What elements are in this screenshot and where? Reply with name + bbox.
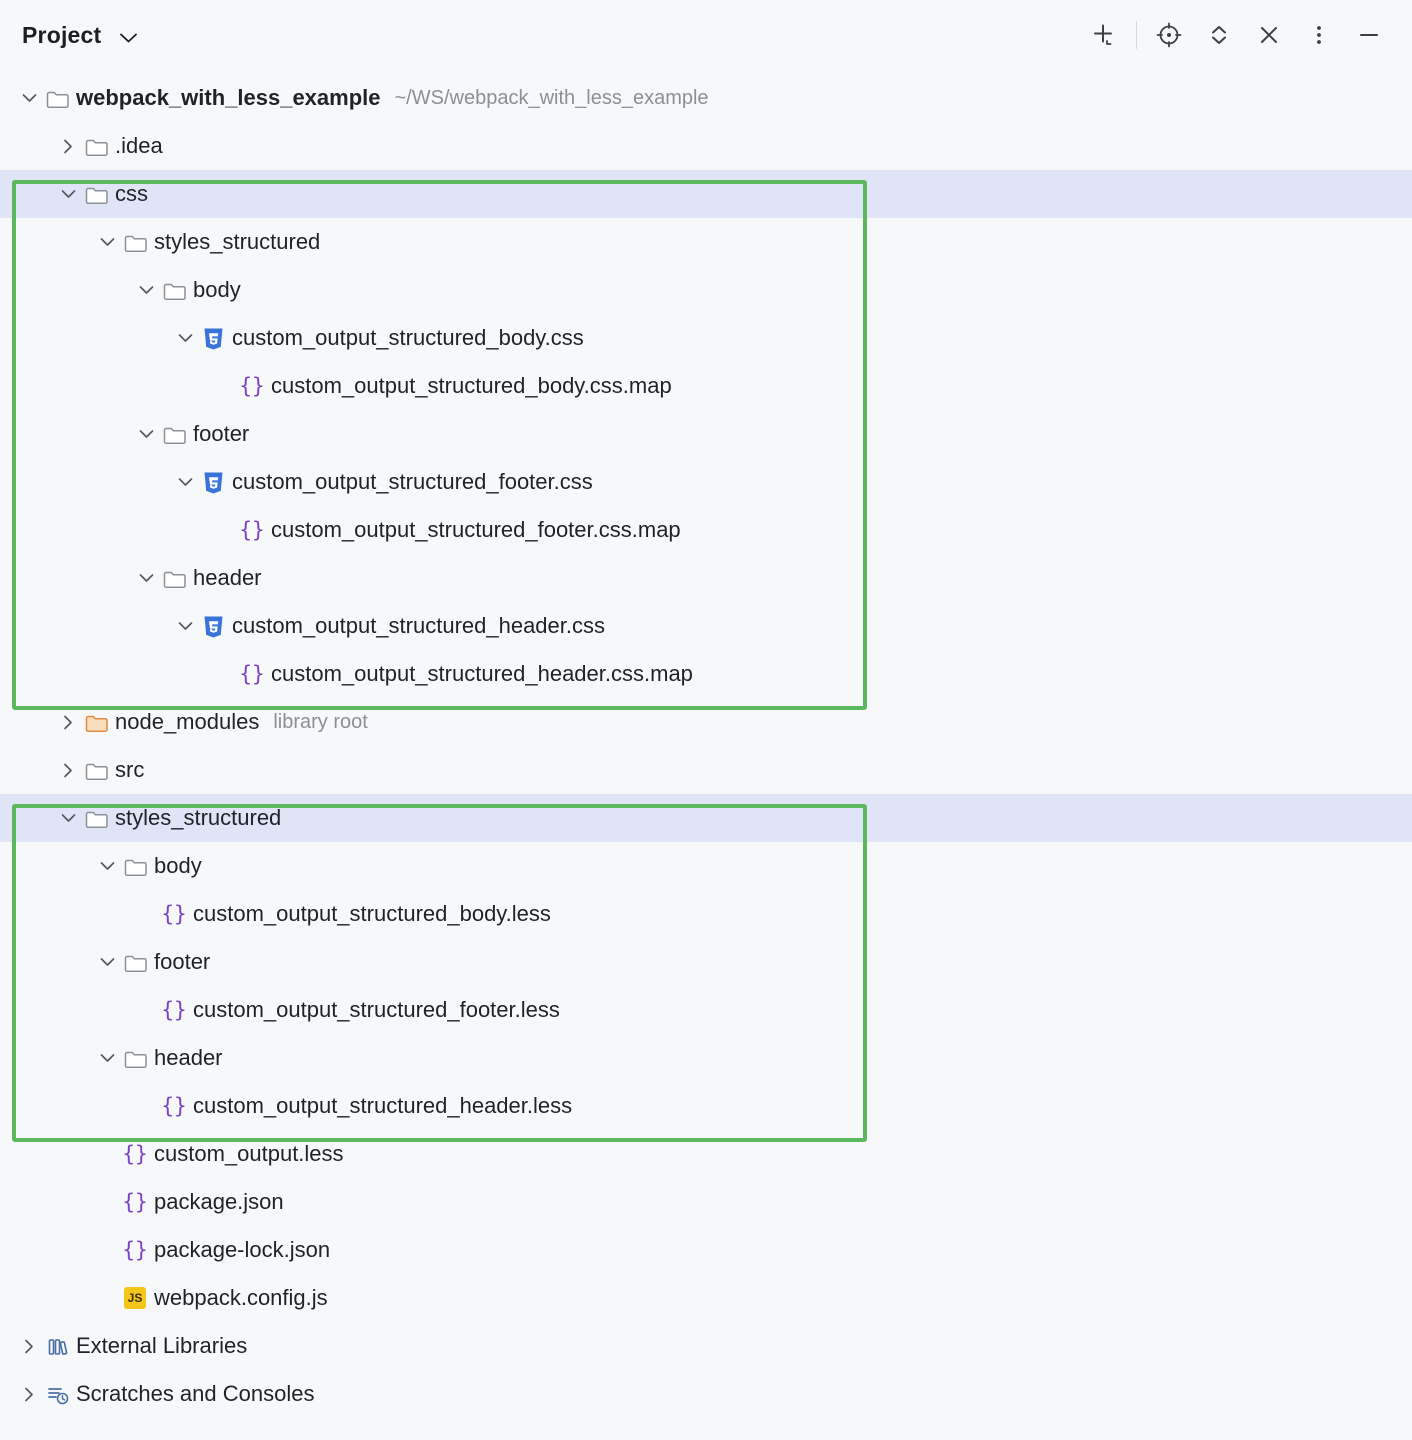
tree-node-label: custom_output_structured_header.css xyxy=(232,613,606,638)
tree-node-label: src xyxy=(115,757,145,782)
chevron-down-icon[interactable] xyxy=(55,189,81,199)
tree-node-label: header xyxy=(193,565,262,590)
tree-node-label: footer xyxy=(193,421,250,446)
tree-row[interactable] xyxy=(0,650,1412,698)
tree-node-icon xyxy=(81,762,111,779)
tree-node-icon xyxy=(42,1383,72,1405)
tree-node-label: External Libraries xyxy=(76,1333,248,1358)
json-file-icon: {} xyxy=(161,997,187,1022)
tree-node-label: custom_output_structured_footer.css xyxy=(232,469,593,494)
tree-node-icon xyxy=(237,373,267,398)
json-file-icon: {} xyxy=(122,1237,148,1262)
scratches-consoles-icon xyxy=(46,1383,68,1405)
tree-row[interactable] xyxy=(0,794,1412,842)
json-file-icon: {} xyxy=(239,661,265,686)
tree-node-label: custom_output_structured_header.less xyxy=(193,1093,573,1118)
tree-row[interactable] xyxy=(0,1274,1412,1322)
tree-node-icon xyxy=(120,1141,150,1166)
tree-node-label: custom_output_structured_header.css.map xyxy=(271,661,693,686)
tree-node-label: body xyxy=(193,277,241,302)
tree-node-icon xyxy=(159,997,189,1022)
tree-node-icon xyxy=(198,615,228,637)
json-file-icon: {} xyxy=(122,1141,148,1166)
tree-node-icon xyxy=(81,138,111,155)
toolbar-separator xyxy=(1136,21,1137,49)
tree-node-icon xyxy=(159,282,189,299)
folder-library-icon xyxy=(85,714,107,731)
chevron-right-icon[interactable] xyxy=(55,139,81,154)
folder-icon xyxy=(163,570,185,587)
folder-icon xyxy=(124,858,146,875)
folder-icon xyxy=(163,426,185,443)
tree-node-label: custom_output_structured_footer.css.map xyxy=(271,517,681,542)
tree-row[interactable] xyxy=(0,314,1412,362)
project-title-text: Project xyxy=(22,21,102,48)
chevron-down-icon[interactable] xyxy=(94,237,120,247)
tree-node-label: custom_output_structured_footer.less xyxy=(193,997,560,1022)
tree-node-icon xyxy=(159,426,189,443)
tree-node-icon xyxy=(159,901,189,926)
tree-node-label: styles_structured xyxy=(154,229,321,254)
folder-icon xyxy=(85,186,107,203)
more-options-icon[interactable] xyxy=(1294,13,1344,57)
chevron-down-icon[interactable] xyxy=(94,861,120,871)
toolbar-actions xyxy=(1079,13,1394,57)
chevron-down-icon[interactable] xyxy=(16,93,42,103)
tree-row[interactable] xyxy=(0,170,1412,218)
tree-row[interactable] xyxy=(0,74,1412,122)
add-icon[interactable] xyxy=(1079,13,1129,57)
tree-node-label: css xyxy=(115,181,148,206)
tree-row[interactable] xyxy=(0,698,1412,746)
folder-icon xyxy=(85,138,107,155)
chevron-down-icon[interactable] xyxy=(94,1053,120,1063)
tree-row[interactable] xyxy=(0,890,1412,938)
tree-row[interactable] xyxy=(0,410,1412,458)
css-file-icon xyxy=(203,327,223,349)
chevron-down-icon[interactable] xyxy=(133,285,159,295)
tree-node-icon xyxy=(120,234,150,251)
tree-node-icon xyxy=(42,90,72,107)
css-file-icon xyxy=(203,471,223,493)
tree-node-icon xyxy=(120,954,150,971)
tree-node-icon xyxy=(237,517,267,542)
chevron-down-icon[interactable] xyxy=(133,573,159,583)
tree-row[interactable] xyxy=(0,362,1412,410)
folder-icon xyxy=(85,762,107,779)
tree-row[interactable] xyxy=(0,1370,1412,1418)
tree-row[interactable] xyxy=(0,602,1412,650)
chevron-right-icon[interactable] xyxy=(55,763,81,778)
chevron-down-icon[interactable] xyxy=(172,333,198,343)
tree-node-icon xyxy=(81,810,111,827)
folder-icon xyxy=(124,954,146,971)
tree-node-label: .idea xyxy=(115,133,163,158)
folder-icon xyxy=(124,234,146,251)
tree-row[interactable] xyxy=(0,506,1412,554)
tree-row[interactable] xyxy=(0,746,1412,794)
expand-collapse-icon[interactable] xyxy=(1194,13,1244,57)
tree-node-label: header xyxy=(154,1045,223,1070)
chevron-down-icon[interactable] xyxy=(172,477,198,487)
json-file-icon: {} xyxy=(122,1189,148,1214)
tree-node-icon xyxy=(81,714,111,731)
tree-row[interactable] xyxy=(0,1226,1412,1274)
tree-row[interactable] xyxy=(0,458,1412,506)
tree-node-icon xyxy=(120,1287,150,1309)
tree-node-label: custom_output_structured_body.less xyxy=(193,901,551,926)
tree-node-icon xyxy=(198,471,228,493)
chevron-right-icon[interactable] xyxy=(16,1339,42,1354)
tree-node-sublabel: library root xyxy=(273,710,368,733)
select-opened-file-icon[interactable] xyxy=(1144,13,1194,57)
tree-node-label: footer xyxy=(154,949,211,974)
tree-node-icon xyxy=(159,570,189,587)
tree-row[interactable] xyxy=(0,1082,1412,1130)
tree-node-icon xyxy=(120,1050,150,1067)
tree-row[interactable] xyxy=(0,1034,1412,1082)
folder-icon xyxy=(124,1050,146,1067)
tree-node-icon xyxy=(120,858,150,875)
tree-node-label: package-lock.json xyxy=(154,1237,331,1262)
tree-node-icon xyxy=(81,186,111,203)
tree-row[interactable] xyxy=(0,266,1412,314)
tree-row[interactable] xyxy=(0,842,1412,890)
tree-node-label: custom_output.less xyxy=(154,1141,344,1166)
project-tree[interactable] xyxy=(0,70,1412,1418)
tree-node-label: Scratches and Consoles xyxy=(76,1381,315,1406)
tree-node-icon xyxy=(120,1237,150,1262)
json-file-icon: {} xyxy=(161,1093,187,1118)
css-file-icon xyxy=(203,615,223,637)
json-file-icon: {} xyxy=(239,517,265,542)
tree-node-icon xyxy=(42,1335,72,1357)
tree-node-label: webpack.config.js xyxy=(154,1285,328,1310)
chevron-down-icon[interactable] xyxy=(120,22,137,49)
chevron-right-icon[interactable] xyxy=(16,1387,42,1402)
chevron-down-icon[interactable] xyxy=(55,813,81,823)
tree-node-label: node_modules xyxy=(115,709,260,734)
tree-node-label: custom_output_structured_body.css.map xyxy=(271,373,672,398)
folder-icon xyxy=(46,90,68,107)
external-libraries-icon xyxy=(46,1335,68,1357)
tree-node-icon xyxy=(237,661,267,686)
chevron-down-icon[interactable] xyxy=(133,429,159,439)
tree-row[interactable] xyxy=(0,1130,1412,1178)
tree-row[interactable] xyxy=(0,122,1412,170)
tree-node-label: webpack_with_less_example xyxy=(76,85,381,110)
folder-icon xyxy=(85,810,107,827)
tree-row[interactable] xyxy=(0,1178,1412,1226)
tree-row[interactable] xyxy=(0,554,1412,602)
tree-row[interactable] xyxy=(0,1322,1412,1370)
json-file-icon: {} xyxy=(161,901,187,926)
tree-row[interactable] xyxy=(0,986,1412,1034)
tree-node-sublabel: ~/WS/webpack_with_less_example xyxy=(394,86,709,109)
tree-node-label: custom_output_structured_body.css xyxy=(232,325,584,350)
js-file-icon: JS xyxy=(124,1287,146,1309)
tree-node-icon xyxy=(198,327,228,349)
chevron-down-icon[interactable] xyxy=(94,957,120,967)
tree-node-label: body xyxy=(154,853,202,878)
tree-node-icon xyxy=(159,1093,189,1118)
chevron-right-icon[interactable] xyxy=(55,715,81,730)
project-toolbar xyxy=(0,0,1412,70)
folder-icon xyxy=(163,282,185,299)
chevron-down-icon[interactable] xyxy=(172,621,198,631)
tree-row[interactable] xyxy=(0,938,1412,986)
collapse-all-icon[interactable] xyxy=(1244,13,1294,57)
tree-node-icon xyxy=(120,1189,150,1214)
tree-row[interactable] xyxy=(0,218,1412,266)
json-file-icon: {} xyxy=(239,373,265,398)
tree-node-label: package.json xyxy=(154,1189,284,1214)
project-tool-window-title[interactable] xyxy=(22,22,137,49)
tree-node-label: styles_structured xyxy=(115,805,282,830)
hide-tool-window-icon[interactable] xyxy=(1344,13,1394,57)
